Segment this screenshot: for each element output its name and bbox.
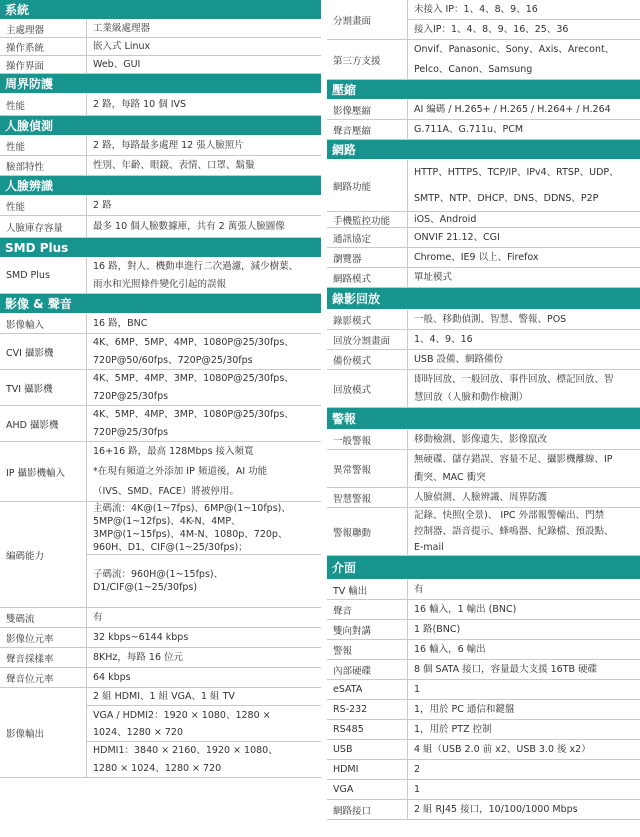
section-header: SMD Plus xyxy=(0,238,321,258)
spec-value-line: 3MP@(1~15fps)、4M-N、1080p、720p、 xyxy=(93,529,288,540)
spec-value-line: 32 kbps~6144 kbps xyxy=(93,632,189,643)
spec-value xyxy=(407,100,640,119)
spec-value-line: 4K、5MP、4MP、3MP、1080P@25/30fps、 xyxy=(93,373,294,385)
spec-value-line: 5MP@(1~12fps)、4K-N、4MP、 xyxy=(93,516,241,527)
spec-label: 操作系統 xyxy=(6,42,45,54)
spec-value xyxy=(407,780,640,799)
spec-value xyxy=(407,680,640,699)
spec-value-line: ONVIF 21.12、CGI xyxy=(413,232,500,243)
spec-value xyxy=(86,442,321,501)
spec-value-line: 主碼流：4K@(1~7fps)、6MP@(1~10fps)、 xyxy=(93,503,291,514)
spec-value-line: iOS、Android xyxy=(413,214,477,225)
spec-row xyxy=(327,800,640,820)
spec-value-line: 720P@25/30fps xyxy=(93,426,169,438)
spec-value-line: 2 路，每路最多處理 12 張人臉照片 xyxy=(93,140,244,151)
spec-value xyxy=(86,20,321,37)
spec-label: 影像壓縮 xyxy=(332,105,371,117)
spec-value xyxy=(86,94,321,115)
spec-row xyxy=(327,430,640,450)
spec-value xyxy=(407,430,640,449)
spec-row xyxy=(327,700,640,720)
spec-value-line: 2 路 xyxy=(93,200,112,211)
spec-row xyxy=(0,370,321,406)
section-header: 周界防護 xyxy=(0,74,321,94)
spec-row xyxy=(0,628,321,648)
spec-value xyxy=(86,196,321,215)
spec-label: 回放分割畫面 xyxy=(332,335,390,347)
spec-row xyxy=(327,268,640,288)
spec-label: 網路模式 xyxy=(332,273,371,285)
spec-value xyxy=(86,648,321,667)
section-header: 警報 xyxy=(327,408,640,430)
spec-row xyxy=(0,38,321,56)
spec-value xyxy=(407,488,640,507)
spec-value xyxy=(407,310,640,329)
spec-value-line: （IVS、SMD、FACE）將被停用。 xyxy=(93,485,239,497)
spec-row xyxy=(327,620,640,640)
spec-row xyxy=(0,20,321,38)
spec-value-line: 4 組（USB 2.0 前 x2、USB 3.0 後 x2） xyxy=(413,744,591,755)
spec-row xyxy=(0,688,321,778)
spec-value-line: E-mail xyxy=(413,541,444,553)
spec-value-line: 2 路，每路 10 個 IVS xyxy=(93,99,187,110)
spec-row xyxy=(327,228,640,248)
spec-value-line: 8 個 SATA 接口，容量最大支援 16TB 硬碟 xyxy=(413,664,598,675)
spec-value-line: 16 路，BNC xyxy=(93,318,148,329)
spec-value-line: 1 路(BNC) xyxy=(413,624,461,635)
spec-value xyxy=(407,40,640,79)
spec-row xyxy=(327,450,640,488)
spec-value xyxy=(407,248,640,267)
spec-label: TVI 攝影機 xyxy=(6,383,53,395)
spec-row xyxy=(327,660,640,680)
spec-label: 雙碼流 xyxy=(6,613,35,625)
spec-value xyxy=(407,350,640,369)
spec-value-line: 性別、年齡、眼鏡、表情、口罩、鬍鬚 xyxy=(93,160,255,171)
spec-value-group xyxy=(87,554,321,607)
spec-label: 第三方支援 xyxy=(332,55,381,67)
spec-value xyxy=(407,370,640,407)
spec-label: 內部硬碟 xyxy=(332,665,371,677)
spec-label: RS485 xyxy=(332,724,364,735)
spec-row xyxy=(327,720,640,740)
section-header: 壓縮 xyxy=(327,80,640,100)
spec-label: 雙向對講 xyxy=(332,625,371,637)
spec-value xyxy=(86,406,321,441)
spec-value xyxy=(86,216,321,237)
spec-value xyxy=(407,580,640,599)
spec-row xyxy=(0,196,321,216)
spec-value-line: 工業級處理器 xyxy=(93,23,151,34)
spec-row xyxy=(327,680,640,700)
spec-value-line: Pelco、Canon、Samsung xyxy=(413,63,533,75)
spec-value-line: 16 路，對人、機動車進行二次過濾，減少樹葉、 xyxy=(93,261,299,273)
section-header: 網路 xyxy=(327,140,640,160)
spec-value-line: 720P@50/60fps、720P@25/30fps xyxy=(93,354,253,366)
spec-row xyxy=(327,160,640,212)
spec-label: 聲音壓縮 xyxy=(332,125,371,137)
spec-value-line: 慧回放（人臉和動作檢測） xyxy=(413,392,528,404)
spec-label: HDMI xyxy=(332,764,359,775)
spec-value-line: 雨水和光照條件變化引起的誤報 xyxy=(93,278,227,290)
spec-value xyxy=(407,740,640,759)
section-header: 錄影回放 xyxy=(327,288,640,310)
spec-value-line: Web、GUI xyxy=(93,59,141,70)
spec-row xyxy=(0,406,321,442)
spec-row xyxy=(327,600,640,620)
spec-value-line: 一般、移動偵測、智慧、警報、POS xyxy=(413,314,567,325)
spec-label: 瀏覽器 xyxy=(332,253,362,265)
spec-value xyxy=(407,760,640,779)
spec-value-line: 單址模式 xyxy=(413,272,452,283)
spec-value xyxy=(86,136,321,155)
spec-value-line: AI 編碼 / H.265+ / H.265 / H.264+ / H.264 xyxy=(413,104,611,115)
spec-row xyxy=(0,216,321,238)
spec-value-line: 嵌入式 Linux xyxy=(93,41,151,52)
spec-value xyxy=(86,38,321,55)
spec-row xyxy=(0,608,321,628)
spec-row xyxy=(327,120,640,140)
spec-value xyxy=(407,660,640,679)
spec-row xyxy=(0,668,321,688)
spec-value-line: *在現有頻道之外添加 IP 頻道後，AI 功能 xyxy=(93,466,268,477)
spec-label: 分割畫面 xyxy=(332,15,371,27)
spec-value xyxy=(86,314,321,333)
spec-label: 編碼能力 xyxy=(6,550,45,562)
section-header: 影像 & 聲音 xyxy=(0,294,321,314)
spec-value xyxy=(86,156,321,175)
spec-label: 性能 xyxy=(6,141,26,153)
spec-value-line: 16 輸入，1 輸出 (BNC) xyxy=(413,604,517,615)
spec-label: 人臉庫存容量 xyxy=(6,222,64,234)
spec-value-line: 2 組 HDMI、1 組 VGA、1 組 TV xyxy=(93,691,235,703)
spec-label: 聲音採樣率 xyxy=(6,653,54,665)
spec-value-line: G.711A、G.711u、PCM xyxy=(413,124,524,135)
spec-value xyxy=(86,628,321,647)
spec-value-line: 1024、1280 × 720 xyxy=(93,727,183,738)
section-header: 人臉辨識 xyxy=(0,176,321,196)
spec-value-line: 無硬碟、儲存錯誤、容量不足、攝影機離線、IP xyxy=(413,453,613,465)
spec-row xyxy=(327,330,640,350)
spec-value-line: 有 xyxy=(93,612,103,623)
spec-value-line: 2 組 RJ45 接口，10/100/1000 Mbps xyxy=(413,804,578,815)
spec-value-line: 8KHz，每路 16 位元 xyxy=(93,652,184,663)
spec-row xyxy=(327,248,640,268)
spec-row xyxy=(0,258,321,294)
spec-row xyxy=(327,0,640,40)
spec-label: VGA xyxy=(332,784,354,795)
spec-column-right xyxy=(327,0,640,837)
spec-row xyxy=(327,488,640,508)
spec-value-line: 子碼流：960H@(1~15fps)、 xyxy=(93,569,224,580)
spec-label: AHD 攝影機 xyxy=(6,419,59,431)
spec-row xyxy=(0,648,321,668)
spec-value xyxy=(86,608,321,627)
spec-label: 異常警報 xyxy=(332,464,371,476)
spec-label: CVI 攝影機 xyxy=(6,347,54,359)
spec-value xyxy=(86,334,321,369)
spec-value-line: HDMI1：3840 × 2160、1920 × 1080、 xyxy=(87,741,321,759)
spec-value-line: VGA / HDMI2：1920 × 1080、1280 × xyxy=(87,705,321,723)
section-header: 人臉偵測 xyxy=(0,116,321,136)
spec-row xyxy=(0,94,321,116)
spec-value-line: 720P@25/30fps xyxy=(93,390,169,402)
spec-label: 性能 xyxy=(6,201,26,213)
spec-row xyxy=(0,442,321,502)
spec-label: 性能 xyxy=(6,100,26,112)
spec-label: 網路功能 xyxy=(332,181,371,193)
spec-value-line: 人臉偵測、人臉辨識、周界防護 xyxy=(413,492,547,503)
spec-value xyxy=(407,620,640,639)
spec-value xyxy=(407,640,640,659)
section-header: 介面 xyxy=(327,556,640,580)
spec-row xyxy=(327,760,640,780)
spec-value xyxy=(407,720,640,739)
spec-label: 操作界面 xyxy=(6,60,45,72)
spec-value-line: 即時回放、一般回放、事件回放、標記回放、智 xyxy=(413,373,614,385)
spec-label: 臉部特性 xyxy=(6,161,45,173)
spec-row xyxy=(327,212,640,228)
spec-value-line: 記錄、快照(全景)、 IPC 外部報警輸出、門禁 xyxy=(413,510,605,522)
spec-row xyxy=(327,350,640,370)
spec-row xyxy=(0,156,321,176)
spec-value-line: 1，用於 PTZ 控制 xyxy=(413,724,492,735)
spec-value-line: SMTP、NTP、DHCP、DNS、DDNS、P2P xyxy=(413,192,599,204)
spec-value-line: 1 xyxy=(413,684,421,695)
spec-label: 影像輸入 xyxy=(6,319,45,331)
spec-value xyxy=(407,600,640,619)
section-header: 系統 xyxy=(0,0,321,20)
spec-label: 影像輸出 xyxy=(6,728,45,740)
spec-value xyxy=(86,668,321,687)
spec-row xyxy=(0,136,321,156)
spec-value xyxy=(86,370,321,405)
spec-row xyxy=(327,310,640,330)
spec-label: TV 輸出 xyxy=(332,585,368,597)
spec-value-line: 1、4、9、16 xyxy=(413,334,473,345)
spec-value-group xyxy=(87,502,321,554)
spec-label: 警報聯動 xyxy=(332,527,371,539)
spec-value-line: USB 設備、網路備份 xyxy=(413,354,503,365)
spec-value xyxy=(407,160,640,211)
spec-value xyxy=(86,258,321,293)
spec-value xyxy=(407,120,640,139)
spec-label: 主處理器 xyxy=(6,24,45,36)
spec-value-line: 960H、D1、CIF@(1~25/30fps)； xyxy=(93,542,248,553)
spec-label: SMD Plus xyxy=(6,270,50,281)
spec-label: 智慧警報 xyxy=(332,493,371,505)
spec-value-line: 移動檢測、影像遺失、影像竄改 xyxy=(413,434,547,445)
spec-value-line: 有 xyxy=(413,584,424,595)
spec-row xyxy=(0,502,321,608)
spec-value xyxy=(407,700,640,719)
spec-label: 手機監控功能 xyxy=(332,215,390,227)
spec-value xyxy=(86,688,321,777)
spec-value-line: 未接入 IP：1、4、8、9、16 xyxy=(413,4,538,15)
spec-value xyxy=(407,268,640,287)
spec-value-line: 16 輸入，6 輸出 xyxy=(413,644,486,655)
spec-row xyxy=(0,334,321,370)
spec-value xyxy=(407,450,640,487)
spec-label: eSATA xyxy=(332,684,363,695)
spec-value-line: 最多 10 個人臉數據庫，共有 2 萬張人臉圖像 xyxy=(93,221,285,232)
spec-value xyxy=(407,800,640,819)
spec-value xyxy=(407,212,640,227)
spec-value-line: 衝突、MAC 衝突 xyxy=(413,472,486,484)
spec-value-line: 控制器、語音提示、蜂鳴器、紀錄檔、預設點、 xyxy=(413,526,614,537)
spec-value-line: 1 xyxy=(413,784,421,795)
spec-value-line: 4K、5MP、4MP、3MP、1080P@25/30fps、 xyxy=(93,409,294,421)
spec-value xyxy=(407,330,640,349)
spec-value-line: 1280 × 1024、1280 × 720 xyxy=(93,762,222,774)
spec-value-line: 2 xyxy=(413,764,421,775)
spec-value-line: 4K、6MP、5MP、4MP、1080P@25/30fps、 xyxy=(93,337,294,349)
spec-label: 聲音 xyxy=(332,605,352,617)
spec-label: 錄影模式 xyxy=(332,315,371,327)
spec-label: USB xyxy=(332,744,353,755)
spec-label: 回放模式 xyxy=(332,384,371,396)
spec-label: 影像位元率 xyxy=(6,633,54,645)
spec-value-line: 1，用於 PC 通信和鍵盤 xyxy=(413,704,515,715)
spec-value-line: 16+16 路，最高 128Mbps 接入頻寬 xyxy=(93,446,254,458)
spec-value xyxy=(407,228,640,247)
spec-label: 通訊協定 xyxy=(332,233,371,245)
spec-value-line: D1/CIF@(1~25/30fps) xyxy=(93,582,198,593)
spec-row xyxy=(327,580,640,600)
spec-label: 備份模式 xyxy=(332,355,371,367)
spec-row xyxy=(327,370,640,408)
spec-value xyxy=(86,502,321,607)
spec-label: IP 攝影機輸入 xyxy=(6,467,66,479)
spec-value xyxy=(407,0,640,39)
spec-value-line: 接入IP：1、4、8、9、16、25、36 xyxy=(408,19,640,39)
spec-value-line: HTTP、HTTPS、TCP/IP、IPv4、RTSP、UDP、 xyxy=(413,167,619,179)
spec-row xyxy=(327,40,640,80)
spec-row xyxy=(0,314,321,334)
spec-value-line: Chrome、IE9 以上、Firefox xyxy=(413,252,539,263)
spec-row xyxy=(327,780,640,800)
spec-value-line: 64 kbps xyxy=(93,672,131,683)
spec-label: 聲音位元率 xyxy=(6,673,54,685)
spec-row xyxy=(327,100,640,120)
spec-label: 一般警報 xyxy=(332,435,371,447)
spec-row xyxy=(327,640,640,660)
spec-label: 網路接口 xyxy=(332,805,371,817)
spec-row xyxy=(327,508,640,556)
spec-value xyxy=(407,508,640,555)
spec-row xyxy=(327,740,640,760)
spec-value xyxy=(86,56,321,73)
spec-row xyxy=(0,56,321,74)
spec-value-line: Onvif、Panasonic、Sony、Axis、Arecont、 xyxy=(413,44,615,56)
spec-label: 警報 xyxy=(332,645,352,657)
spec-label: RS-232 xyxy=(332,704,368,715)
